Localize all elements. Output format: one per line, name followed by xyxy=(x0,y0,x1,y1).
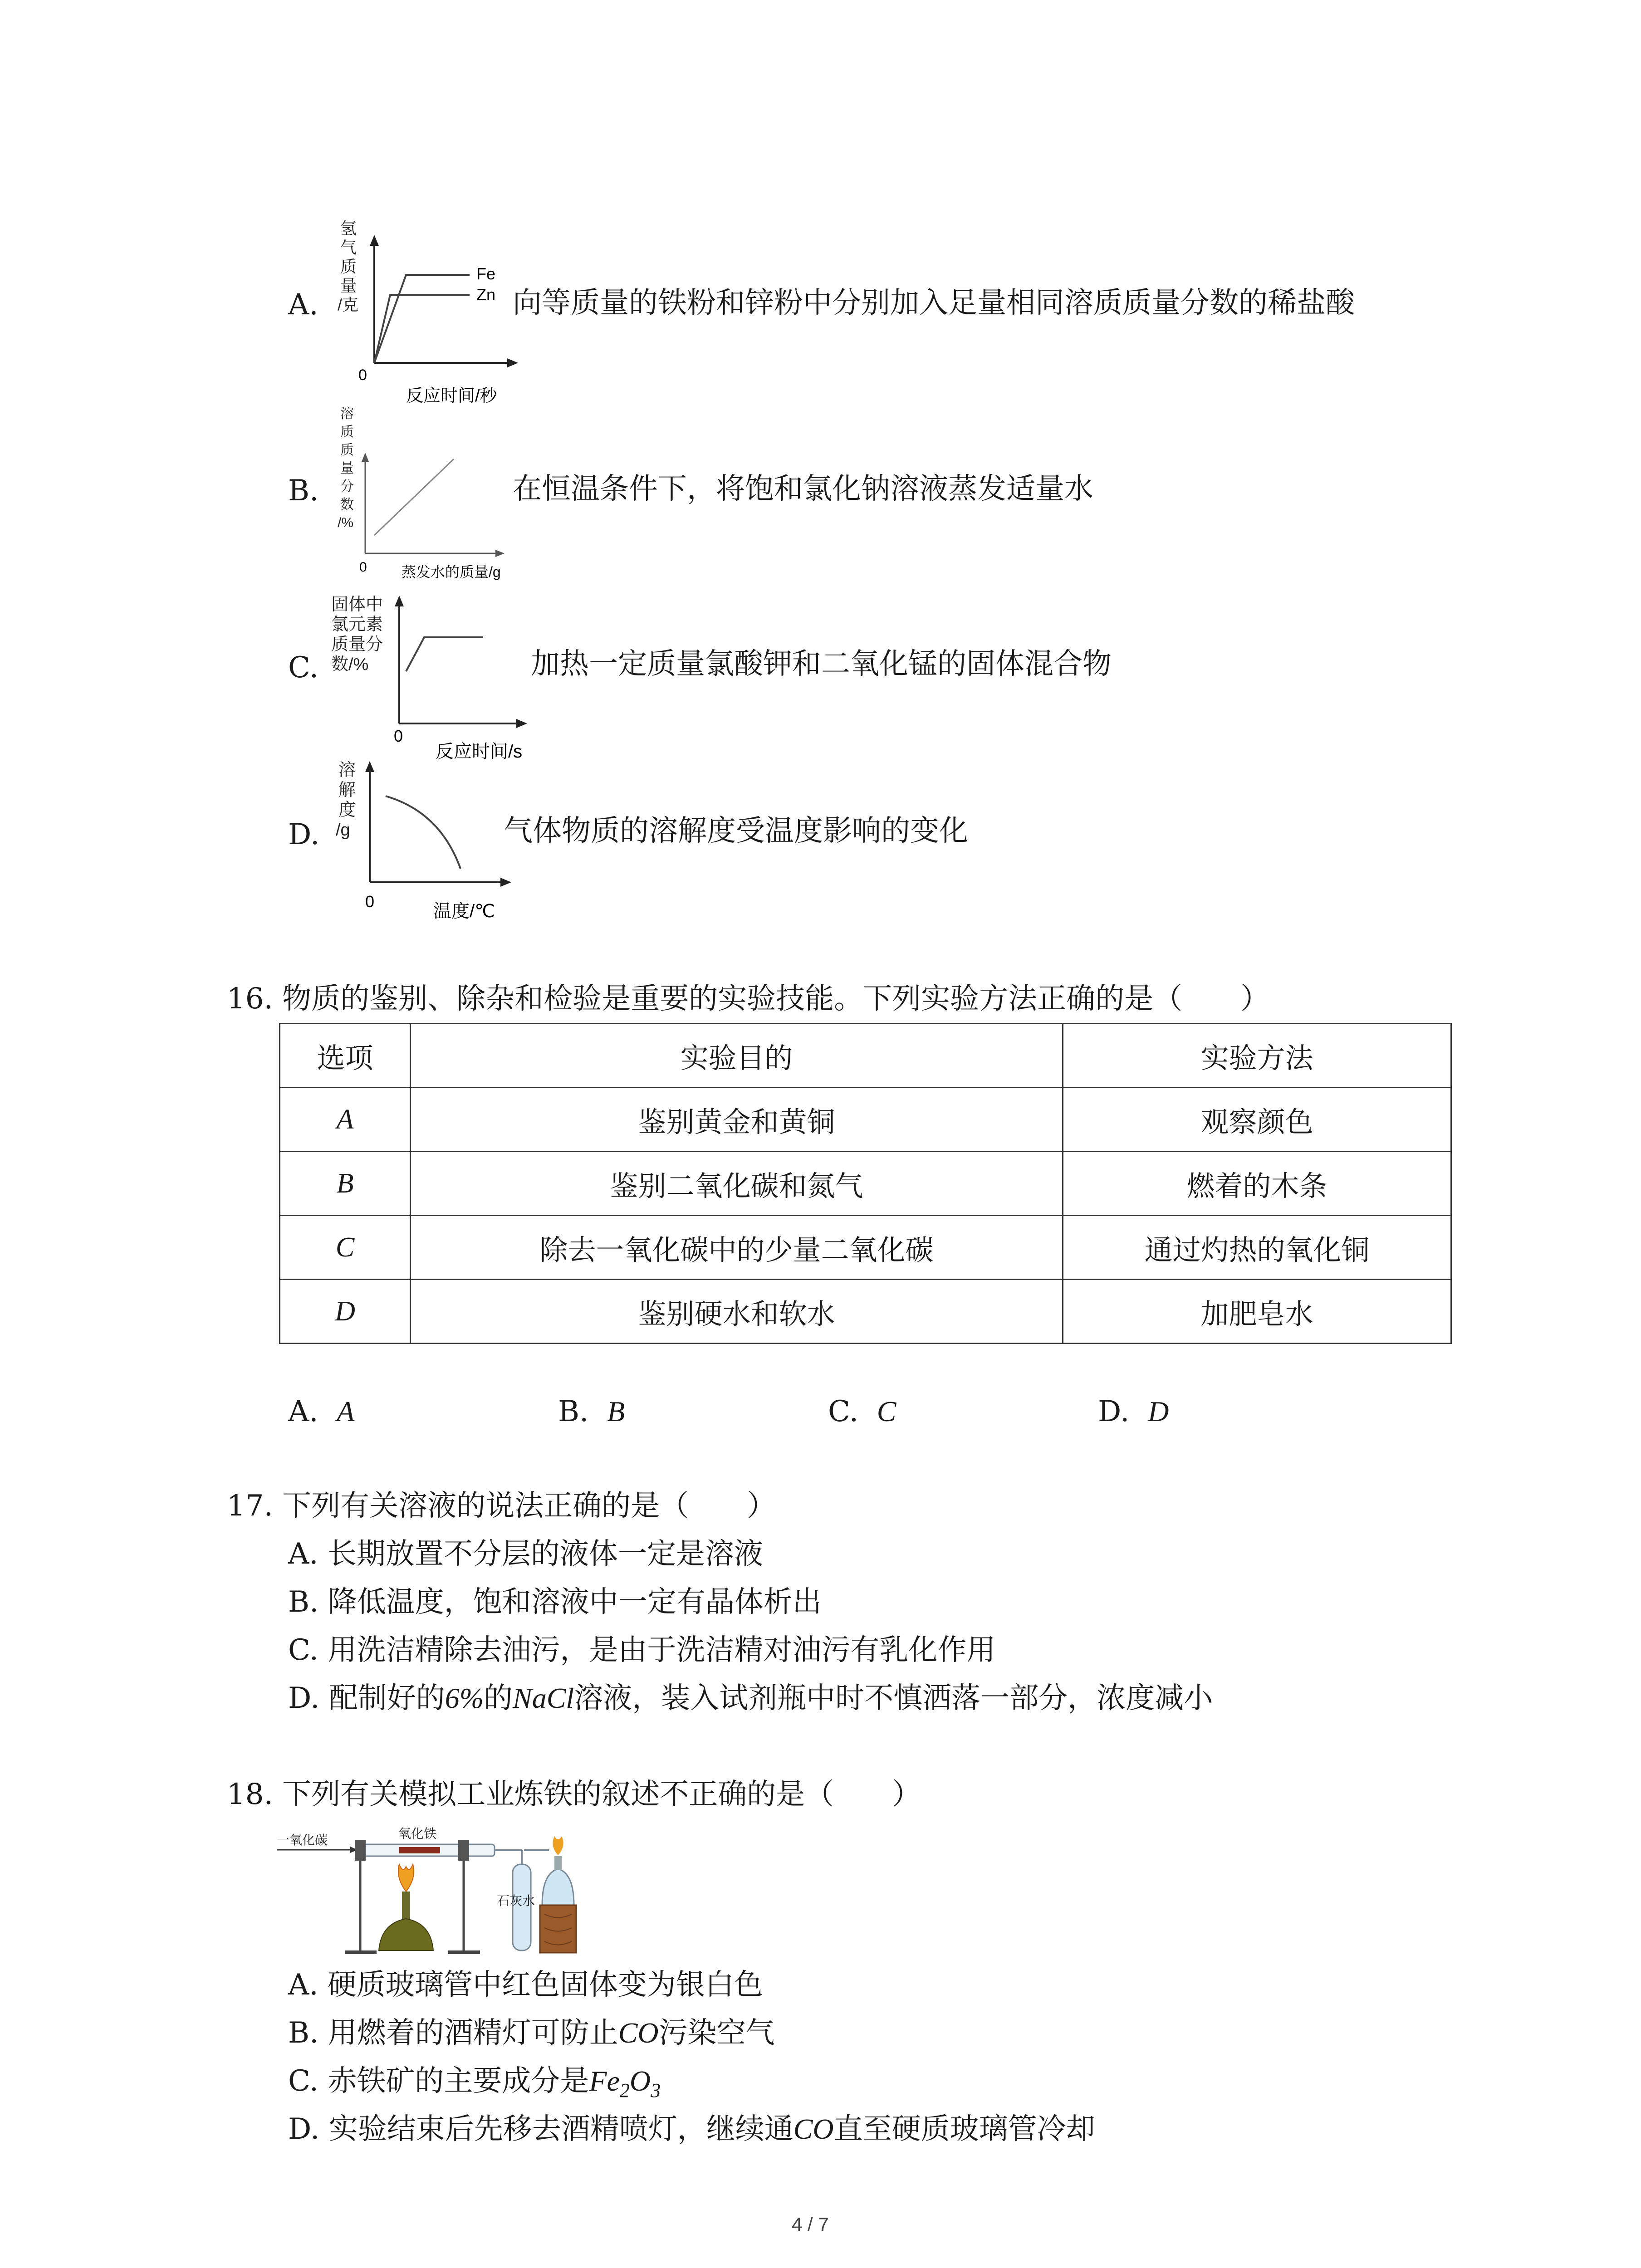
fe2o3-label: 氧化铁 xyxy=(398,1827,437,1841)
q16-option-b: B. B xyxy=(558,1395,625,1428)
limewater-label: 石灰水 xyxy=(497,1894,535,1908)
svg-text:0: 0 xyxy=(358,367,367,384)
svg-text:质: 质 xyxy=(340,443,354,458)
graph-b-x-label: 蒸发水的质量/g xyxy=(402,564,501,580)
graph-b-y-label xyxy=(338,406,354,530)
option-c-text: 加热一定质量氯酸钾和二氧化锰的固体混合物 xyxy=(531,647,1112,681)
table-cell: B xyxy=(280,1152,411,1216)
question-17-stem: 17. 下列有关溶液的说法正确的是（ ） xyxy=(227,1489,776,1523)
option-c-label: C. xyxy=(288,651,319,684)
table-cell: C xyxy=(280,1216,411,1280)
svg-text:解: 解 xyxy=(338,781,356,800)
svg-text:/克: /克 xyxy=(338,295,359,314)
svg-text:溶: 溶 xyxy=(338,761,356,780)
q18-option-d: D. 实验结束后先移去酒精喷灯，继续通CO直至硬质玻璃管冷却 xyxy=(288,2112,1095,2146)
q16-option-d: D. D xyxy=(1098,1395,1169,1428)
svg-text:量: 量 xyxy=(340,461,354,476)
graph-c-y-label xyxy=(331,595,383,674)
zn-label: Zn xyxy=(476,285,496,304)
table-cell: 鉴别硬水和软水 xyxy=(411,1280,1063,1344)
svg-text:质: 质 xyxy=(340,425,354,440)
svg-text:数: 数 xyxy=(340,497,354,512)
option-a-text: 向等质量的铁粉和锌粉中分别加入足量相同溶质质量分数的稀盐酸 xyxy=(513,286,1355,320)
table-row xyxy=(280,1216,1451,1280)
question-16-table xyxy=(279,1023,1452,1344)
svg-text:分: 分 xyxy=(340,479,354,494)
option-a-label: A. xyxy=(288,288,318,322)
svg-text:0: 0 xyxy=(359,560,367,575)
option-b-text: 在恒温条件下，将饱和氯化钠溶液蒸发适量水 xyxy=(513,472,1093,506)
svg-text:氢: 氢 xyxy=(340,219,357,238)
table-cell: 加肥皂水 xyxy=(1063,1280,1451,1344)
graph-d-y-label xyxy=(336,761,356,840)
table-cell: 观察颜色 xyxy=(1063,1088,1451,1152)
table-cell: 通过灼热的氧化铜 xyxy=(1063,1216,1451,1280)
table-header: 实验目的 xyxy=(411,1024,1063,1088)
svg-text:/g: /g xyxy=(336,821,350,840)
fe-curve xyxy=(374,275,470,363)
svg-text:质量分: 质量分 xyxy=(331,635,383,654)
zn-curve xyxy=(374,295,470,363)
page-number: 4 / 7 xyxy=(792,2214,829,2235)
fe-label: Fe xyxy=(476,264,496,283)
q17-option-c: C. 用洗洁精除去油污，是由于洗洁精对油污有乳化作用 xyxy=(288,1633,996,1667)
q17-option-b: B. 降低温度，饱和溶液中一定有晶体析出 xyxy=(288,1585,822,1619)
option-d-label: D. xyxy=(288,818,320,851)
graph-d-x-label: 温度/℃ xyxy=(433,901,495,921)
table-row xyxy=(280,1152,1451,1216)
table-cell: D xyxy=(280,1280,411,1344)
table-header: 选项 xyxy=(280,1024,411,1088)
table-cell: 除去一氧化碳中的少量二氧化碳 xyxy=(411,1216,1063,1280)
q18-option-b: B. 用燃着的酒精灯可防止CO污染空气 xyxy=(288,2016,775,2050)
q18-option-c: C. 赤铁矿的主要成分是$Fe_2O_3$ xyxy=(288,2064,661,2102)
table-cell: A xyxy=(280,1088,411,1152)
svg-text:溶: 溶 xyxy=(340,406,354,421)
table-header-row xyxy=(280,1024,1451,1088)
q18-option-a: A. 硬质玻璃管中红色固体变为银白色 xyxy=(288,1968,763,2002)
q16-option-a: A. A xyxy=(288,1395,355,1428)
svg-text:氯元素: 氯元素 xyxy=(331,615,383,634)
q17-option-d: D. 配制好的6%的NaCl溶液，装入试剂瓶中时不慎洒落一部分，浓度减小 xyxy=(288,1681,1213,1715)
table-cell: 燃着的木条 xyxy=(1063,1152,1451,1216)
svg-text:0: 0 xyxy=(394,727,403,745)
svg-text:气: 气 xyxy=(340,238,357,257)
table-cell: 鉴别二氧化碳和氮气 xyxy=(411,1152,1063,1216)
table-row xyxy=(280,1088,1451,1152)
svg-text:0: 0 xyxy=(365,892,375,911)
question-16-stem: 16. 物质的鉴别、除杂和检验是重要的实验技能。下列实验方法正确的是（ ） xyxy=(227,982,1270,1016)
graph-c-x-label: 反应时间/s xyxy=(436,742,523,760)
svg-text:数/%: 数/% xyxy=(331,655,369,674)
table-cell: 鉴别黄金和黄铜 xyxy=(411,1088,1063,1152)
graph-a-y-label xyxy=(338,219,358,314)
svg-text:度: 度 xyxy=(338,801,356,820)
svg-text:/%: /% xyxy=(338,515,354,530)
svg-text:固体中: 固体中 xyxy=(331,595,383,614)
option-d-text: 气体物质的溶解度受温度影响的变化 xyxy=(504,814,968,848)
table-row xyxy=(280,1280,1451,1344)
q16-option-c: C. C xyxy=(828,1395,896,1428)
svg-text:质: 质 xyxy=(340,257,357,276)
option-b-label: B. xyxy=(288,474,319,508)
co-label: 一氧化碳 xyxy=(277,1833,328,1847)
svg-text:量: 量 xyxy=(340,276,357,295)
q17-option-a: A. 长期放置不分层的液体一定是溶液 xyxy=(288,1537,763,1571)
table-header: 实验方法 xyxy=(1063,1024,1451,1088)
question-18-stem: 18. 下列有关模拟工业炼铁的叙述不正确的是（ ） xyxy=(227,1778,921,1811)
graph-a-x-label: 反应时间/秒 xyxy=(406,386,497,404)
